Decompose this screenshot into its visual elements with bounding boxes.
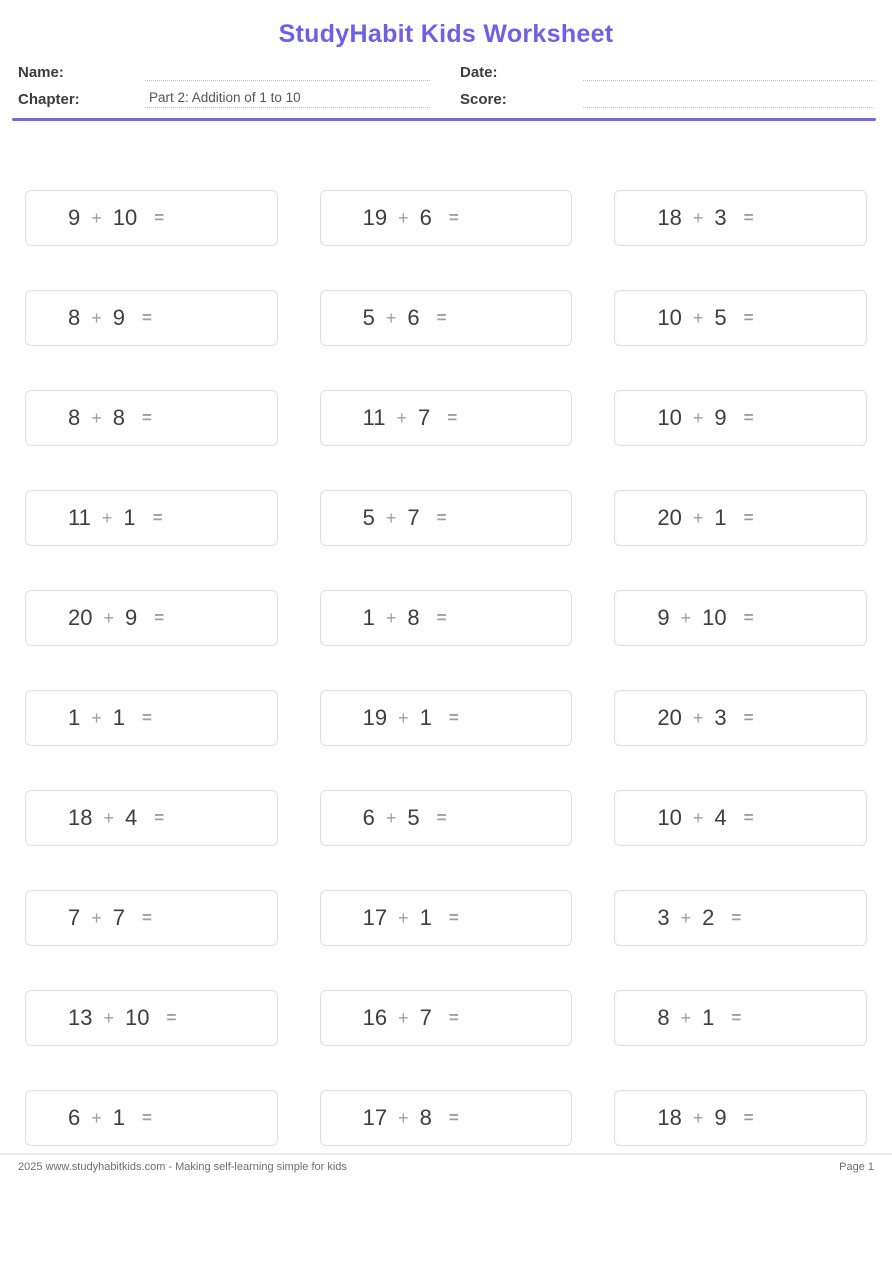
equals-sign: =: [142, 1108, 152, 1127]
plus-sign: +: [692, 307, 704, 328]
operand-a: 20: [657, 705, 682, 730]
operand-b: 5: [714, 305, 727, 330]
operand-a: 13: [68, 1005, 93, 1030]
equals-sign: =: [743, 608, 754, 627]
problem-box: [614, 190, 867, 246]
equals-sign: =: [448, 908, 459, 927]
problem-box: [320, 990, 573, 1046]
header-fields: [0, 49, 892, 108]
name-field-row: [18, 61, 430, 81]
problem-box: [25, 490, 278, 546]
operand-a: 8: [657, 1005, 670, 1030]
equals-sign: =: [142, 708, 152, 727]
operand-a: 8: [68, 405, 81, 430]
plus-sign: +: [385, 607, 397, 628]
name-label: Name:: [18, 64, 64, 81]
operand-a: 3: [657, 905, 670, 930]
operand-a: 18: [657, 205, 682, 230]
operand-b: 10: [702, 605, 727, 630]
operand-b: 1: [419, 905, 432, 930]
operand-a: 10: [657, 405, 682, 430]
problem-box: [25, 890, 278, 946]
problem-box: [614, 290, 867, 346]
page-title: StudyHabit Kids Worksheet: [278, 20, 614, 48]
problems-grid: [25, 190, 867, 1146]
operand-b: 9: [112, 305, 126, 330]
problem-box: [320, 590, 573, 646]
operand-a: 17: [362, 1105, 388, 1130]
plus-sign: +: [398, 1007, 409, 1028]
equals-sign: =: [743, 208, 754, 227]
problem-box: [614, 390, 867, 446]
problem-box: [25, 1090, 278, 1146]
plus-sign: +: [398, 1107, 409, 1128]
footer-row: [0, 1161, 892, 1173]
operand-b: 1: [702, 1005, 715, 1030]
date-field-row: [460, 61, 874, 81]
operand-b: 1: [112, 1105, 126, 1130]
problem-box: [614, 1090, 867, 1146]
operand-b: 4: [714, 805, 727, 830]
plus-sign: +: [692, 1107, 704, 1128]
operand-a: 5: [362, 305, 375, 330]
operand-b: 7: [418, 405, 431, 430]
operand-b: 10: [125, 1005, 150, 1030]
operand-a: 19: [362, 705, 388, 730]
operand-a: 10: [657, 305, 682, 330]
footer-divider: [0, 1153, 892, 1155]
operand-b: 9: [714, 1105, 727, 1130]
footer-page-number: Page 1: [839, 1161, 874, 1173]
equals-sign: =: [436, 508, 447, 527]
equals-sign: =: [154, 208, 165, 227]
operand-b: 1: [123, 505, 136, 530]
problem-box: [614, 590, 867, 646]
problem-box: [25, 990, 278, 1046]
name-input-line: [145, 63, 430, 81]
plus-sign: +: [692, 407, 704, 428]
problem-box: [320, 490, 573, 546]
operand-b: 7: [407, 505, 420, 530]
problem-box: [320, 290, 573, 346]
operand-b: 9: [714, 405, 727, 430]
operand-b: 8: [112, 405, 126, 430]
equals-sign: =: [448, 1108, 459, 1127]
plus-sign: +: [103, 807, 114, 828]
header-divider: [12, 118, 876, 121]
equals-sign: =: [154, 808, 165, 827]
equals-sign: =: [436, 808, 447, 827]
operand-a: 5: [362, 505, 375, 530]
operand-a: 19: [362, 205, 388, 230]
operand-a: 11: [362, 405, 386, 430]
operand-b: 8: [419, 1105, 432, 1130]
equals-sign: =: [448, 708, 459, 727]
plus-sign: +: [398, 707, 409, 728]
plus-sign: +: [101, 507, 113, 528]
footer-credit: 2025 www.studyhabitkids.com - Making self-learning simple for kids: [18, 1161, 347, 1173]
operand-b: 4: [125, 805, 138, 830]
operand-a: 1: [362, 605, 375, 630]
equals-sign: =: [166, 1008, 177, 1027]
equals-sign: =: [731, 1008, 742, 1027]
plus-sign: +: [385, 507, 397, 528]
operand-b: 2: [702, 905, 715, 930]
header-fields-right: [460, 61, 874, 108]
equals-sign: =: [743, 808, 754, 827]
plus-sign: +: [692, 207, 704, 228]
chapter-field-row: [18, 88, 430, 108]
operand-a: 17: [362, 905, 388, 930]
operand-b: 7: [112, 905, 126, 930]
score-label: Score:: [460, 91, 507, 108]
plus-sign: +: [385, 807, 397, 828]
plus-sign: +: [398, 207, 409, 228]
equals-sign: =: [436, 608, 447, 627]
problem-box: [614, 990, 867, 1046]
page-footer: [0, 1153, 892, 1173]
operand-a: 6: [362, 805, 375, 830]
plus-sign: +: [103, 1007, 114, 1028]
score-field-row: [460, 88, 874, 108]
equals-sign: =: [142, 908, 152, 927]
equals-sign: =: [448, 208, 459, 227]
operand-b: 8: [407, 605, 420, 630]
plus-sign: +: [680, 1007, 692, 1028]
problem-box: [25, 290, 278, 346]
problem-box: [614, 790, 867, 846]
operand-a: 7: [68, 905, 81, 930]
problem-box: [25, 190, 278, 246]
equals-sign: =: [743, 408, 754, 427]
operand-b: 6: [407, 305, 420, 330]
operand-a: 11: [68, 505, 91, 530]
operand-a: 20: [68, 605, 93, 630]
score-input-line: [583, 90, 874, 108]
operand-a: 18: [68, 805, 93, 830]
plus-sign: +: [91, 307, 102, 328]
plus-sign: +: [396, 407, 408, 428]
problem-box: [25, 690, 278, 746]
equals-sign: =: [743, 508, 754, 527]
plus-sign: +: [91, 707, 102, 728]
chapter-label: Chapter:: [18, 91, 80, 108]
problem-box: [25, 790, 278, 846]
operand-b: 1: [419, 705, 432, 730]
equals-sign: =: [142, 308, 152, 327]
equals-sign: =: [142, 408, 152, 427]
plus-sign: +: [680, 607, 692, 628]
operand-b: 6: [419, 205, 432, 230]
operand-a: 9: [657, 605, 670, 630]
equals-sign: =: [743, 308, 754, 327]
equals-sign: =: [447, 408, 458, 427]
equals-sign: =: [436, 308, 447, 327]
plus-sign: +: [680, 907, 692, 928]
operand-a: 9: [68, 205, 81, 230]
operand-a: 20: [657, 505, 682, 530]
equals-sign: =: [154, 608, 165, 627]
equals-sign: =: [731, 908, 742, 927]
plus-sign: +: [91, 407, 102, 428]
operand-a: 1: [68, 705, 81, 730]
date-label: Date:: [460, 64, 498, 81]
equals-sign: =: [152, 508, 163, 527]
problem-box: [614, 490, 867, 546]
operand-a: 8: [68, 305, 81, 330]
plus-sign: +: [398, 907, 409, 928]
operand-b: 1: [714, 505, 727, 530]
operand-b: 1: [112, 705, 126, 730]
header-fields-left: [18, 61, 430, 108]
operand-a: 10: [657, 805, 682, 830]
problem-box: [25, 590, 278, 646]
plus-sign: +: [692, 807, 704, 828]
problem-box: [320, 1090, 573, 1146]
plus-sign: +: [385, 307, 397, 328]
operand-b: 3: [714, 705, 727, 730]
plus-sign: +: [91, 1107, 102, 1128]
equals-sign: =: [743, 1108, 754, 1127]
plus-sign: +: [91, 907, 102, 928]
plus-sign: +: [103, 607, 114, 628]
operand-b: 3: [714, 205, 727, 230]
problem-box: [320, 790, 573, 846]
problem-box: [320, 390, 573, 446]
problem-box: [320, 890, 573, 946]
date-input-line: [583, 63, 874, 81]
plus-sign: +: [692, 707, 704, 728]
plus-sign: +: [692, 507, 704, 528]
operand-b: 7: [419, 1005, 432, 1030]
operand-a: 18: [657, 1105, 682, 1130]
operand-a: 6: [68, 1105, 81, 1130]
problem-box: [320, 690, 573, 746]
plus-sign: +: [91, 207, 102, 228]
operand-b: 5: [407, 805, 420, 830]
problem-box: [614, 890, 867, 946]
problem-box: [614, 690, 867, 746]
problem-box: [320, 190, 573, 246]
equals-sign: =: [448, 1008, 459, 1027]
chapter-value: Part 2: Addition of 1 to 10: [145, 90, 430, 108]
operand-b: 9: [125, 605, 138, 630]
equals-sign: =: [743, 708, 754, 727]
operand-a: 16: [362, 1005, 388, 1030]
problem-box: [25, 390, 278, 446]
operand-b: 10: [112, 205, 138, 230]
